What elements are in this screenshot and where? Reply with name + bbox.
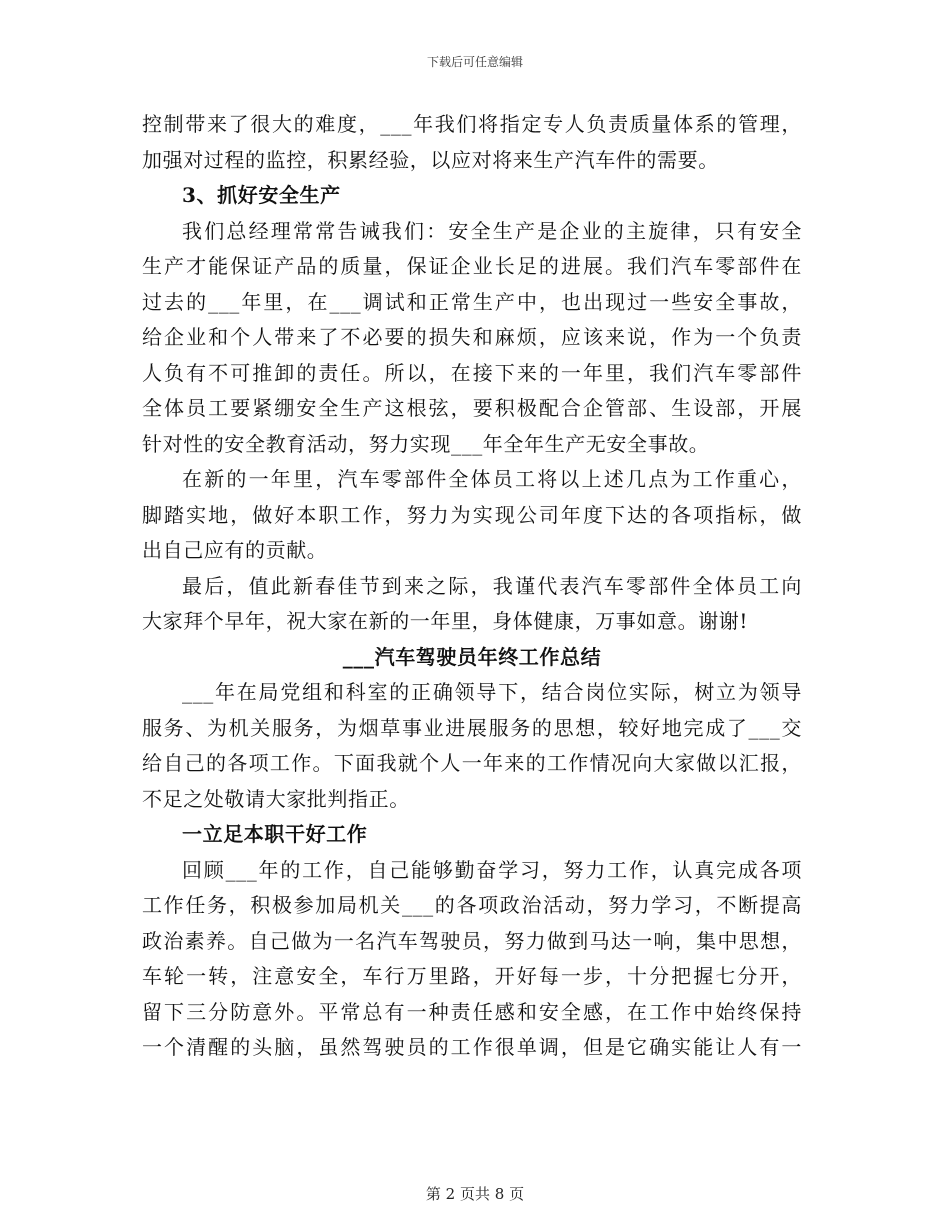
- text-line: 服务、为机关服务，为烟草事业进展服务的思想，较好地完成了___交: [142, 715, 802, 740]
- text-line: 留下三分防意外。平常总有一种责任感和安全感，在工作中始终保持: [142, 999, 802, 1024]
- text-line: 控制带来了很大的难度，___年我们将指定专人负责质量体系的管理，: [142, 112, 802, 136]
- text-line: ___年在局党组和科室的正确领导下，结合岗位实际，树立为领导: [182, 680, 802, 704]
- text-line: 回顾___年的工作，自己能够勤奋学习，努力工作，认真完成各项: [182, 857, 802, 882]
- text-line: 我们总经理常常告诫我们：安全生产是企业的主旋律，只有安全: [182, 218, 802, 243]
- text-line: 政治素养。自己做为一名汽车驾驶员，努力做到马达一响，集中思想，: [142, 928, 802, 953]
- paragraph-review: [142, 853, 802, 1066]
- text-line: 脚踏实地，做好本职工作，努力为实现公司年度下达的各项指标，做: [142, 502, 802, 527]
- section-heading-duty: 一立足本职干好工作: [182, 822, 368, 846]
- paragraph-new-year-focus: [142, 462, 802, 569]
- text-line: 车轮一转，注意安全，车行万里路，开好每一步，十分把握七分开，: [142, 964, 802, 988]
- text-line: 给自己的各项工作。下面我就个人一年来的工作情况向大家做以汇报，: [142, 751, 802, 775]
- text-line: 人负有不可推卸的责任。所以，在接下来的一年里，我们汽车零部件: [142, 360, 802, 385]
- paragraph-quality-continued: [142, 107, 802, 178]
- text-line: 最后，值此新春佳节到来之际，我谨代表汽车零部件全体员工向: [182, 573, 802, 598]
- page-footer: 第 2 页共 8 页: [425, 1185, 525, 1203]
- text-line: 生产才能保证产品的质量，保证企业长足的进展。我们汽车零部件在: [142, 254, 802, 278]
- section-heading-safety: 3、抓好安全生产: [182, 183, 341, 207]
- text-line: 出自己应有的贡献。: [142, 538, 328, 562]
- paragraph-closing-wishes: [142, 569, 802, 640]
- text-line: 加强对过程的监控，积累经验，以应对将来生产汽车件的需要。: [142, 147, 719, 172]
- document-title: ___汽车驾驶员年终工作总结: [342, 644, 602, 669]
- text-line: 全体员工要紧绷安全生产这根弦，要积极配合企管部、生设部，开展: [142, 396, 802, 420]
- text-line: 在新的一年里，汽车零部件全体员工将以上述几点为工作重心，: [182, 467, 802, 491]
- page-header: 下载后可任意编辑: [426, 55, 523, 69]
- text-line: 工作任务，积极参加局机关___的各项政治活动，努力学习，不断提高: [142, 893, 802, 917]
- text-line: 一个清醒的头脑，虽然驾驶员的工作很单调，但是它确实能让人有一: [142, 1035, 802, 1059]
- text-line: 针对性的安全教育活动，努力实现___年全年生产无安全事故。: [142, 431, 710, 456]
- text-line: 过去的___年里，在___调试和正常生产中，也出现过一些安全事故，: [142, 289, 802, 314]
- document-body: [142, 107, 802, 1066]
- text-line: 给企业和个人带来了不必要的损失和麻烦，应该来说，作为一个负责: [142, 325, 802, 349]
- text-line: 不足之处敬请大家批判指正。: [142, 786, 410, 811]
- text-line: 大家拜个早年，祝大家在新的一年里，身体健康，万事如意。谢谢!: [142, 609, 749, 633]
- paragraph-driver-intro: [142, 675, 802, 817]
- paragraph-safety: [142, 214, 802, 463]
